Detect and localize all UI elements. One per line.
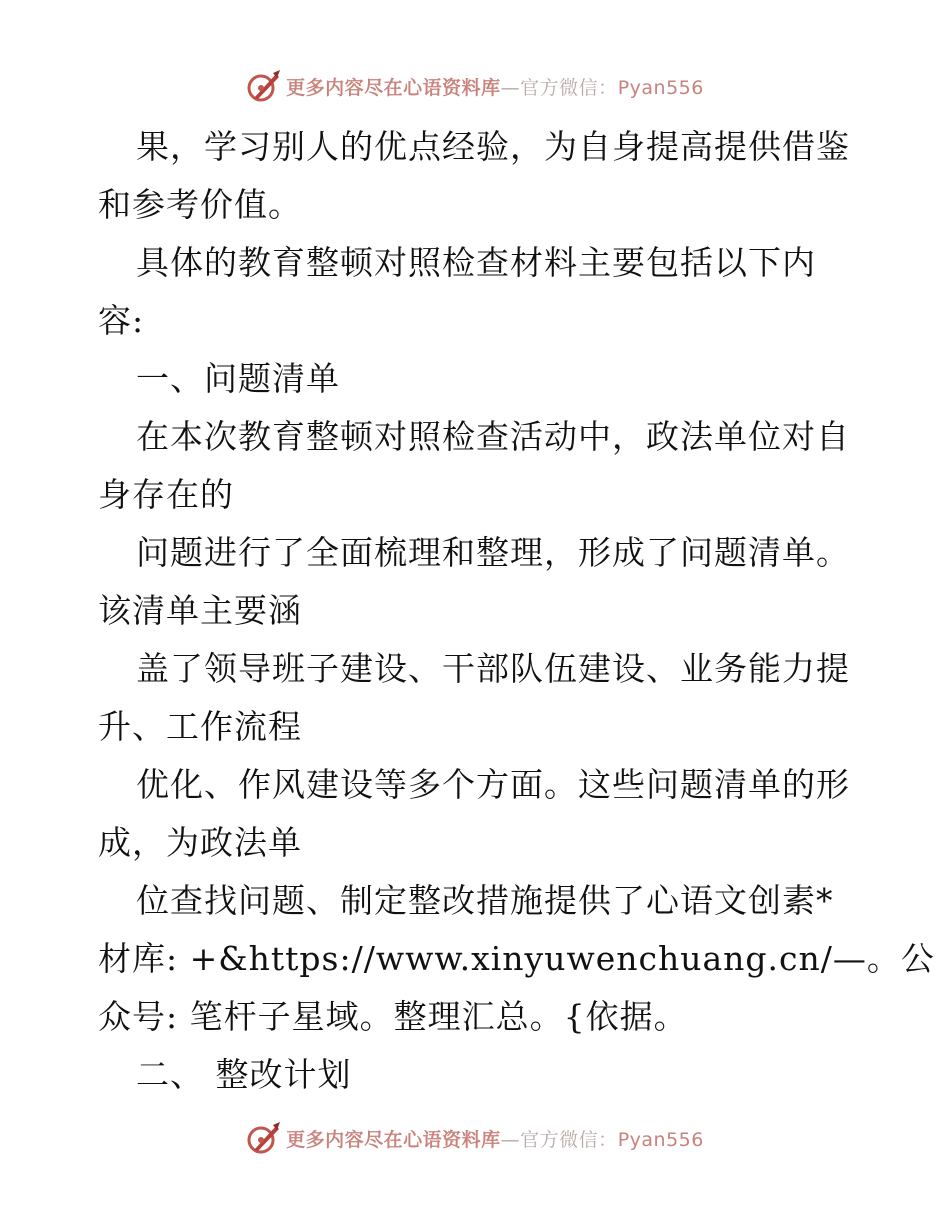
watermark-main-text: 更多内容尽在心语资料库: [286, 76, 501, 99]
document-body: [98, 118, 935, 1104]
text-line: 容:: [98, 301, 145, 340]
text-line: 问题进行了全面梳理和整理，形成了问题清单。: [136, 533, 850, 572]
text-line: 升、工作流程: [98, 707, 302, 746]
text-line: 成，为政法单: [98, 823, 302, 862]
quill-logo-icon: [246, 68, 282, 104]
text-line: 优化、作风建设等多个方面。这些问题清单的形: [136, 765, 850, 804]
text-line-url: 材库: +&https://www.xinyuwenchuang.cn/—。公: [98, 939, 935, 978]
text-line: 众号: 笔杆子星域。整理汇总。{依据。: [98, 997, 688, 1036]
text-line: 位查找问题、制定整改措施提供了心语文创素*: [136, 881, 834, 920]
text-line: 盖了领导班子建设、干部队伍建设、业务能力提: [136, 649, 850, 688]
section-heading: 二、 整改计划: [136, 1055, 352, 1094]
quill-logo-icon: [246, 1120, 282, 1156]
footer-watermark: [0, 1120, 950, 1156]
text-line: 和参考价值。: [98, 185, 302, 224]
section-heading: 一、问题清单: [136, 359, 340, 398]
watermark-id-text: Pyan556: [617, 1128, 704, 1151]
text-line: 果，学习别人的优点经验，为自身提高提供借鉴: [136, 127, 850, 166]
text-line: 身存在的: [98, 475, 234, 514]
watermark-sub-text: —官方微信：: [500, 1128, 618, 1151]
watermark-main-text: 更多内容尽在心语资料库: [286, 1128, 501, 1151]
watermark-sub-text: —官方微信：: [500, 76, 618, 99]
text-line: 该清单主要涵: [98, 591, 302, 630]
text-line: 在本次教育整顿对照检查活动中，政法单位对自: [136, 417, 850, 456]
text-line: 具体的教育整顿对照检查材料主要包括以下内: [136, 243, 816, 282]
header-watermark: [0, 68, 950, 104]
watermark-id-text: Pyan556: [617, 76, 704, 99]
